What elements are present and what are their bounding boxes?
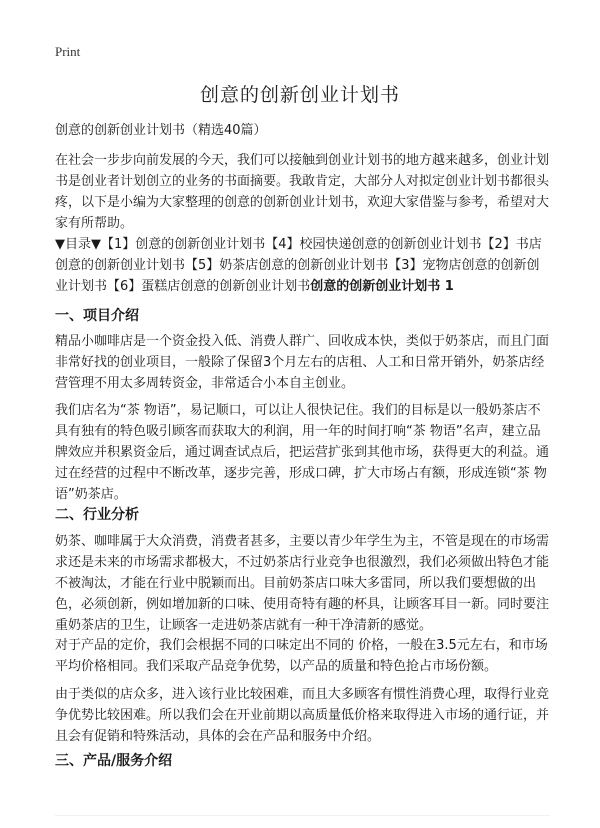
section-heading-industry: 二、行业分析 — [55, 507, 139, 523]
paragraph: 精品小咖啡店是一个资金投入低、消费人群广、回收成本快，类似于奶茶店，而且门面非常好找的创业项目，一般除了保留3个月左右的店租、人工和日常开销外，奶茶店经营管理不用太多周转资金，非常适合小本自主创业。 — [55, 334, 550, 391]
paragraph: 奶茶、咖啡属于大众消费，消费者甚多，主要以青少年学生为主，不管是现在的市场需求还是未来的市场需求都极大，不过奶茶店行业竞争也很激烈，我们必须做出特色才能不被淘汰，才能在行业中脱颖而出。目前奶茶店口味大多雷同，所以我们要想做的出色，必须创新，例如增加新的口味、使用奇特有趣的杯具，让顾客耳目一新。同时要注重奶茶店的卫生，让顾客一走进奶茶店就有一种干净清新的感觉。 — [55, 534, 550, 633]
toc-current-heading: 创意的创新创业计划书 1 — [310, 279, 454, 294]
print-label[interactable]: Print — [55, 44, 81, 59]
paragraph: 我们店名为“茶 物语”，易记顺口，可以让人很快记住。我们的目标是以一般奶茶店不具有独有的特色吸引顾客而获取大的利润，用一年的时间打响“茶 物语”名声，建立品牌效应并积累资金后，通过调查试点后，把运营扩张到其他市场，获得更大的利益。通过在经营的过程中不断改革，逐步完善，形成口碑，扩大市场占有额，形成连锁“茶 物语”奶茶店。 — [55, 403, 550, 502]
page-divider — [55, 815, 550, 816]
page-title: 创意的创新创业计划书 — [199, 84, 400, 106]
section-heading-products: 三、产品/服务介绍 — [55, 753, 173, 769]
paragraph: 对于产品的定价，我们会根据不同的口味定出不同的 价格，一般在3.5元左右，和市场平均价格相同。我们采取产品竞争优势，以产品的质量和特色抢占市场份额。 — [55, 638, 548, 674]
paragraph: 由于类似的店众多，进入该行业比较困难，而且大多顾客有惯性消费心理，取得行业竞争优势比较困难。所以我们会在开业前期以高质量低价格来取得进入市场的通行证，并且会有促销和特殊活动，具体的会在产品和服务中介绍。 — [55, 687, 550, 744]
document-subtitle: 创意的创新创业计划书（精选40篇） — [55, 123, 267, 138]
section-heading-project: 一、项目介绍 — [55, 308, 139, 324]
table-of-contents — [55, 234, 550, 297]
intro-paragraph: 在社会一步步向前发展的今天，我们可以接触到创业计划书的地方越来越多，创业计划书是创业者计划创立的业务的书面摘要。我敢肯定，大部分人对拟定创业计划书都很头疼，以下是小编为大家整理的创意的创新创业计划书，欢迎大家借鉴与参考，希望对大家有所帮助。 — [55, 153, 550, 231]
toc-text[interactable]: ▼目录▼【1】创意的创新创业计划书【4】校园快递创意的创新创业计划书【2】书店创意的创新创业计划书【5】奶茶店创意的创新创业计划书【3】宠物店创意的创新创业计划书【6】蛋糕店创意的创新创业计划书 — [55, 237, 542, 294]
